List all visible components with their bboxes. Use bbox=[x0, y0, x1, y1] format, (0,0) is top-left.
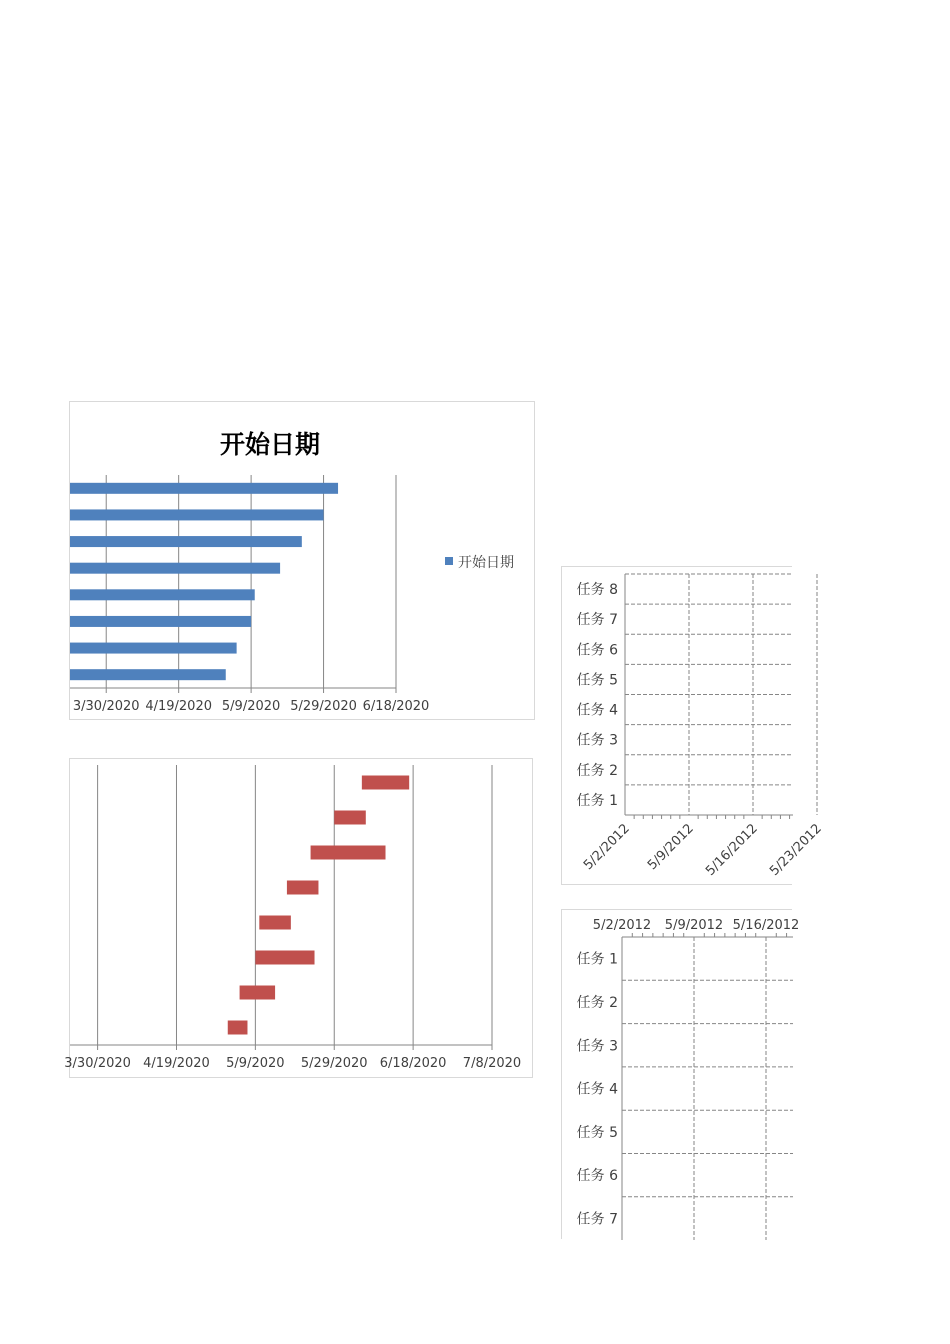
y-category-label: 任务 3 bbox=[576, 732, 618, 749]
x-tick-label: 5/23/2012 bbox=[767, 821, 825, 879]
bar bbox=[70, 643, 237, 654]
gantt-bar bbox=[362, 776, 409, 790]
gantt-chart-svg bbox=[64, 759, 532, 1077]
x-tick-label: 5/29/2020 bbox=[300, 1056, 368, 1071]
task-chart-1 bbox=[561, 566, 825, 885]
gantt-bar bbox=[311, 846, 386, 860]
x-tick-label: 5/9/2020 bbox=[226, 1056, 285, 1071]
x-tick-label: 3/30/2020 bbox=[64, 1056, 131, 1071]
x-tick-label: 5/16/2012 bbox=[703, 821, 761, 879]
y-category-label: 任务 4 bbox=[576, 702, 618, 719]
x-tick-label: 4/19/2020 bbox=[143, 1056, 210, 1071]
x-tick-label: 5/2/2012 bbox=[580, 821, 633, 874]
x-tick-label: 6/18/2020 bbox=[379, 1056, 447, 1071]
gantt-bar bbox=[334, 811, 366, 825]
start-date-chart-svg bbox=[70, 402, 534, 719]
task-chart-2 bbox=[561, 909, 800, 1239]
x-tick-label: 5/9/2012 bbox=[644, 821, 697, 874]
x-tick-label: 5/2/2012 bbox=[592, 918, 652, 933]
gantt-bar bbox=[240, 986, 275, 1000]
x-tick-label: 5/9/2012 bbox=[664, 918, 724, 933]
start-date-chart bbox=[69, 401, 535, 720]
y-category-label: 任务 8 bbox=[576, 582, 618, 599]
y-category-label: 任务 5 bbox=[576, 1124, 618, 1141]
gantt-bar bbox=[287, 881, 319, 895]
gantt-bar bbox=[259, 916, 291, 930]
y-category-label: 任务 2 bbox=[576, 994, 618, 1011]
bar bbox=[70, 589, 255, 600]
y-category-label: 任务 2 bbox=[576, 762, 618, 779]
x-tick-label: 4/19/2020 bbox=[145, 699, 213, 714]
y-category-label: 任务 1 bbox=[576, 951, 618, 968]
bar bbox=[70, 669, 226, 680]
bar bbox=[70, 563, 280, 574]
y-category-label: 任务 3 bbox=[576, 1038, 618, 1055]
y-category-label: 任务 5 bbox=[576, 672, 618, 689]
chart-title: 开始日期 bbox=[219, 430, 321, 459]
task-chart-2-svg bbox=[562, 910, 800, 1240]
y-category-label: 任务 4 bbox=[576, 1081, 618, 1098]
bar bbox=[70, 536, 302, 547]
task-chart-1-svg bbox=[562, 567, 825, 884]
bar bbox=[70, 616, 251, 627]
legend-swatch bbox=[445, 557, 453, 565]
x-tick-label: 6/18/2020 bbox=[362, 699, 430, 714]
y-category-label: 任务 1 bbox=[576, 792, 618, 809]
bar bbox=[70, 509, 324, 520]
y-category-label: 任务 7 bbox=[576, 1211, 618, 1228]
y-category-label: 任务 7 bbox=[576, 612, 618, 629]
legend-label: 开始日期 bbox=[458, 555, 514, 571]
x-tick-label: 5/16/2012 bbox=[732, 918, 800, 933]
chart-legend bbox=[445, 555, 514, 571]
y-category-label: 任务 6 bbox=[576, 1168, 618, 1185]
gantt-chart bbox=[64, 758, 533, 1078]
x-tick-label: 7/8/2020 bbox=[462, 1056, 522, 1071]
bar bbox=[70, 483, 338, 494]
y-category-label: 任务 6 bbox=[576, 642, 618, 659]
x-tick-label: 5/9/2020 bbox=[221, 699, 281, 714]
x-tick-label: 5/29/2020 bbox=[290, 699, 357, 714]
x-tick-label: 3/30/2020 bbox=[72, 699, 140, 714]
gantt-bar bbox=[255, 951, 314, 965]
gantt-bar bbox=[228, 1021, 248, 1035]
